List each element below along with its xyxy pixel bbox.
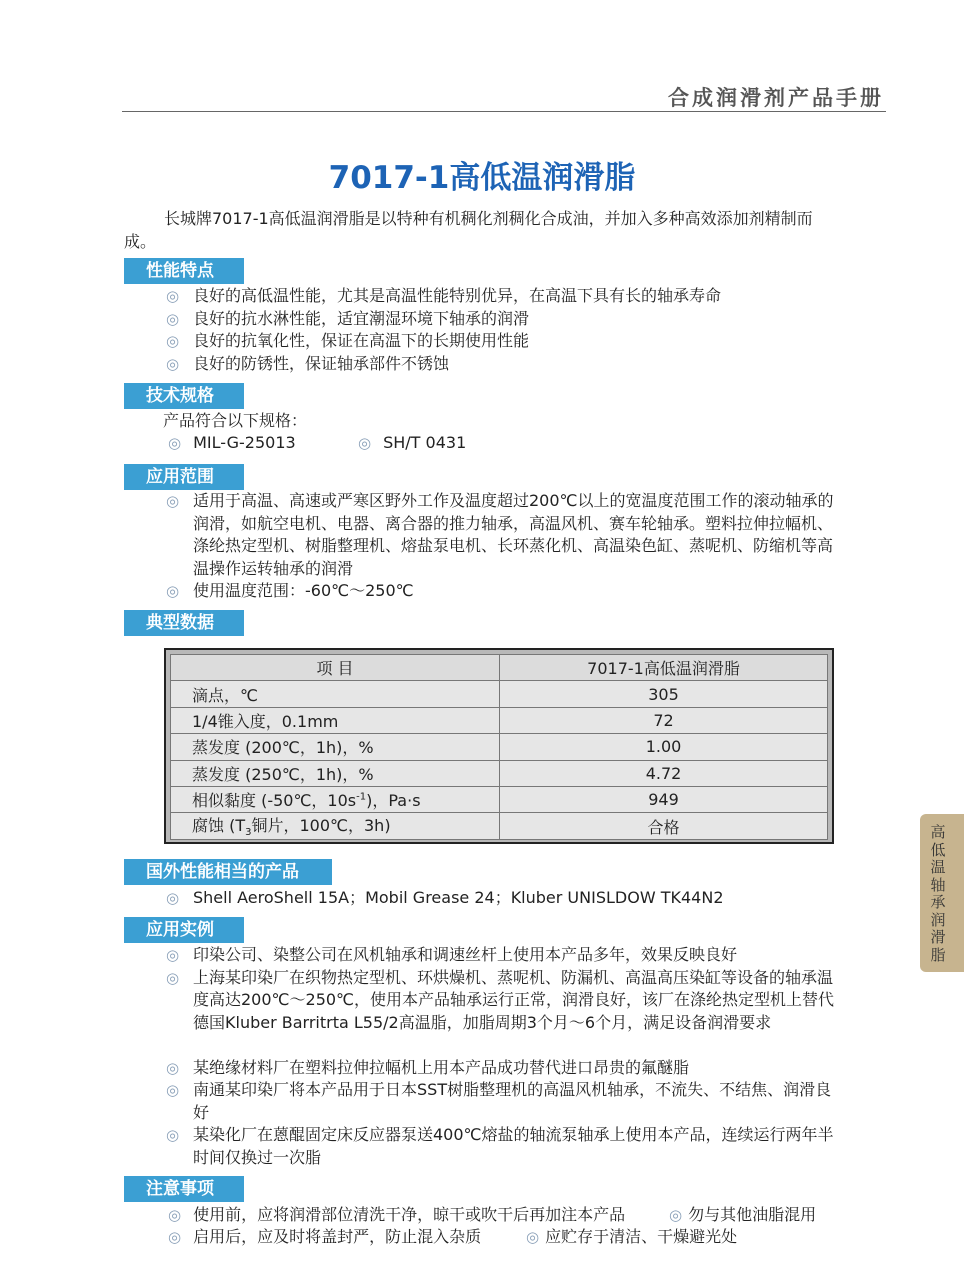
notes-heading: 注意事项 (124, 1176, 244, 1202)
applications-heading: 应用范围 (124, 464, 244, 490)
note-item: ◎ 勿与其他油脂混用 (669, 1205, 817, 1224)
specs-heading: 技术规格 (124, 383, 244, 409)
feature-item: ◎ 良好的抗水淋性能，适宜潮湿环境下轴承的润滑 (166, 308, 846, 331)
case-item: ◎ 印染公司、染整公司在风机轴承和调速丝杆上使用本产品多年，效果反映良好 (166, 944, 846, 967)
table-row (171, 760, 828, 786)
note-item: ◎ 启用后，应及时将盖封严，防止混入杂质 (168, 1227, 482, 1246)
bullet-icon: ◎ (166, 946, 180, 964)
table-header-row (171, 655, 828, 681)
bullet-icon: ◎ (358, 434, 372, 452)
header-divider (122, 111, 886, 112)
bullet-icon: ◎ (166, 1058, 180, 1077)
note-item: ◎ 使用前，应将润滑部位清洗干净，晾干或吹干后再加注本产品 (168, 1205, 626, 1224)
case-item: ◎ 南通某印染厂将本产品用于日本SST树脂整理机的高温风机轴承，不流失、不结焦、润滑良好 (166, 1080, 832, 1122)
bullet-icon: ◎ (166, 492, 180, 510)
column-header: 7017-1高低温润滑脂 (500, 655, 828, 681)
bullet-icon: ◎ (166, 354, 180, 373)
bullet-icon: ◎ (166, 968, 180, 987)
equivalent-item: ◎ Shell AeroShell 15A；Mobil Grease 24；Kluber UNISLDOW TK44N2 (166, 887, 846, 910)
table-row (171, 681, 828, 707)
product-title: 7017-1高低温润滑脂 (328, 160, 636, 196)
bullet-icon: ◎ (166, 1081, 180, 1099)
table-cell-value: 合格 (500, 813, 828, 839)
side-tab-label: 高低温轴承润滑脂 (930, 823, 946, 964)
table-row (171, 786, 828, 812)
note-item: ◎ 应贮存于清洁、干燥避光处 (526, 1227, 738, 1246)
typical-data-heading: 典型数据 (124, 610, 244, 636)
equivalents-heading: 国外性能相当的产品 (124, 859, 332, 885)
application-item: ◎ 适用于高温、高速或严寒区野外工作及温度超过200℃以上的宽温度范围工作的滚动轴承的润滑，如航空电机、电器、离合器的推力轴承，高温风机、赛车轮轴承。塑料拉伸拉幅机、涤纶热定型机、树脂整理机、熔盐泵电机、长环蒸化机、高温染色缸、蒸呢机、防缩机等高温操作运转轴承的润滑 (166, 491, 834, 578)
spec-item: ◎ SH/T 0431 (358, 433, 467, 452)
table-cell-value: 305 (500, 681, 828, 707)
table-cell-item: 蒸发度 (200℃，1h)，% (171, 734, 500, 760)
table-cell-item: 蒸发度 (250℃，1h)，% (171, 760, 500, 786)
table-cell-value: 1.00 (500, 734, 828, 760)
table-cell-item: 腐蚀 ($T_3$铜片，100℃，3h) (171, 813, 500, 839)
table-cell-value: 72 (500, 707, 828, 733)
bullet-icon: ◎ (166, 287, 180, 305)
case-item: ◎ 某染化厂在蒽醌固定床反应器泵送400℃熔盐的轴流泵轴承上使用本产品，连续运行两年半时间仅换过一次脂 (166, 1125, 834, 1167)
table-cell-item: 1/4锥入度，0.1mm (171, 707, 500, 733)
cases-heading: 应用实例 (124, 917, 244, 943)
bullet-icon: ◎ (526, 1228, 540, 1246)
table-row (171, 707, 828, 733)
feature-item: ◎ 良好的防锈性，保证轴承部件不锈蚀 (166, 353, 846, 376)
spec-item: ◎ MIL-G-25013 (168, 433, 296, 452)
bullet-icon: ◎ (166, 309, 180, 328)
bullet-icon: ◎ (166, 582, 180, 600)
table-cell-item: 相似黏度 (-50℃，$10s^{-1}$)，Pa·s (171, 786, 500, 812)
bullet-icon: ◎ (168, 434, 182, 452)
feature-item: ◎ 良好的抗氧化性，保证在高温下的长期使用性能 (166, 330, 846, 353)
bullet-icon: ◎ (166, 332, 180, 350)
feature-item: ◎ 良好的高低温性能，尤其是高温性能特别优异，在高温下具有长的轴承寿命 (166, 285, 846, 308)
chapter-side-tab (920, 814, 964, 972)
case-item: ◎ 上海某印染厂在织物热定型机、环烘燥机、蒸呢机、防漏机、高温高压染缸等设备的轴承温度高达200℃～250℃，使用本产品轴承运行正常，润滑良好，该厂在涤纶热定型机上替代德国Kluber Barritrta L55/2高温脂，加脂周期3个月～6个月，满足设备润滑要求 (166, 967, 835, 1032)
table-cell-value: 949 (500, 786, 828, 812)
handbook-title: 合成润滑剂产品手册 (668, 86, 884, 110)
bullet-icon: ◎ (669, 1206, 683, 1224)
typical-data-table (170, 654, 828, 840)
bullet-icon: ◎ (168, 1228, 182, 1246)
table-row (171, 813, 828, 839)
bullet-icon: ◎ (168, 1206, 182, 1224)
bullet-icon: ◎ (166, 1126, 180, 1144)
features-heading: 性能特点 (124, 258, 244, 284)
table-cell-item: 滴点，℃ (171, 681, 500, 707)
specs-lead: 产品符合以下规格： (163, 411, 308, 430)
table-row (171, 734, 828, 760)
table-cell-value: 4.72 (500, 760, 828, 786)
column-header: 项 目 (171, 655, 500, 681)
intro-paragraph: 长城牌7017-1高低温润滑脂是以特种有机稠化剂稠化合成油，并加入多种高效添加剂精制而成。 (124, 209, 813, 251)
bullet-icon: ◎ (166, 889, 180, 907)
application-item: ◎ 使用温度范围：-60℃～250℃ (166, 580, 846, 603)
case-item: ◎ 某绝缘材料厂在塑料拉伸拉幅机上用本产品成功替代进口昂贵的氟醚脂 (166, 1057, 846, 1080)
